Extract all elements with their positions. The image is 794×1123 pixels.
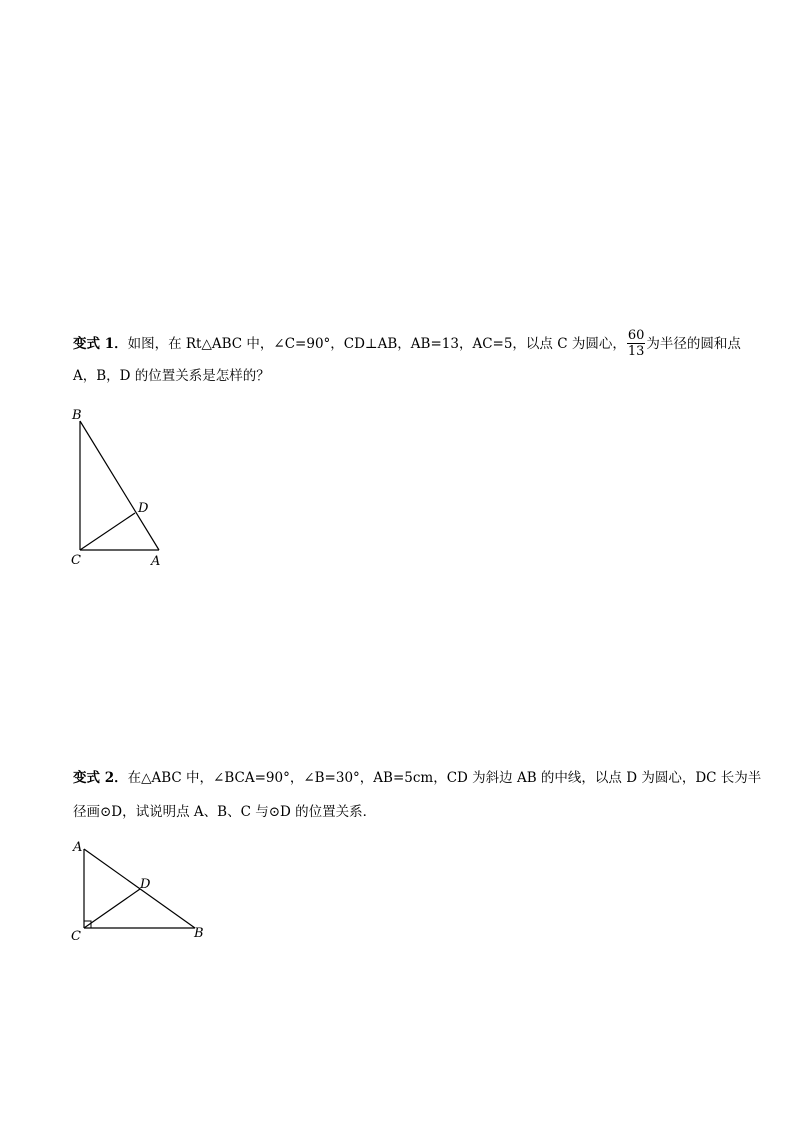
problem2-lead: 变式 2．: [73, 770, 128, 786]
label-a-2: A: [73, 840, 83, 855]
problem1-line2: A，B，D 的位置关系是怎样的？: [73, 368, 270, 384]
problem2-text-line1: 在△ABC 中，∠BCA=90°，∠B=30°，AB=5cm，CD 为斜边 AB 的中线，以点 D 为圆心，DC 长为半: [127, 770, 762, 786]
label-b: B: [72, 408, 82, 423]
label-c: C: [71, 553, 81, 568]
problem1-lead: 变式 1．: [73, 336, 128, 352]
problem2-line2: 径画⊙D，试说明点 A、B、C 与⊙D 的位置关系．: [73, 804, 377, 820]
segment-cd-2: [84, 889, 140, 928]
segment-ab: [80, 421, 159, 550]
label-c-2: C: [71, 929, 81, 944]
fraction-numerator: 60: [627, 328, 645, 343]
problem1-text-before-fraction: 如图，在 Rt△ABC 中，∠C=90°，CD⊥AB，AB=13，AC=5，以点 C 为圆心，: [127, 336, 626, 352]
label-b-2: B: [194, 926, 204, 941]
fraction-denominator: 13: [627, 344, 645, 359]
problem2-line1: [73, 769, 761, 787]
label-d: D: [138, 501, 149, 516]
label-d-2: D: [140, 877, 151, 892]
segment-cd: [80, 513, 135, 550]
problem1-text-after-fraction: 为半径的圆和点: [646, 336, 741, 352]
label-a: A: [151, 554, 161, 569]
